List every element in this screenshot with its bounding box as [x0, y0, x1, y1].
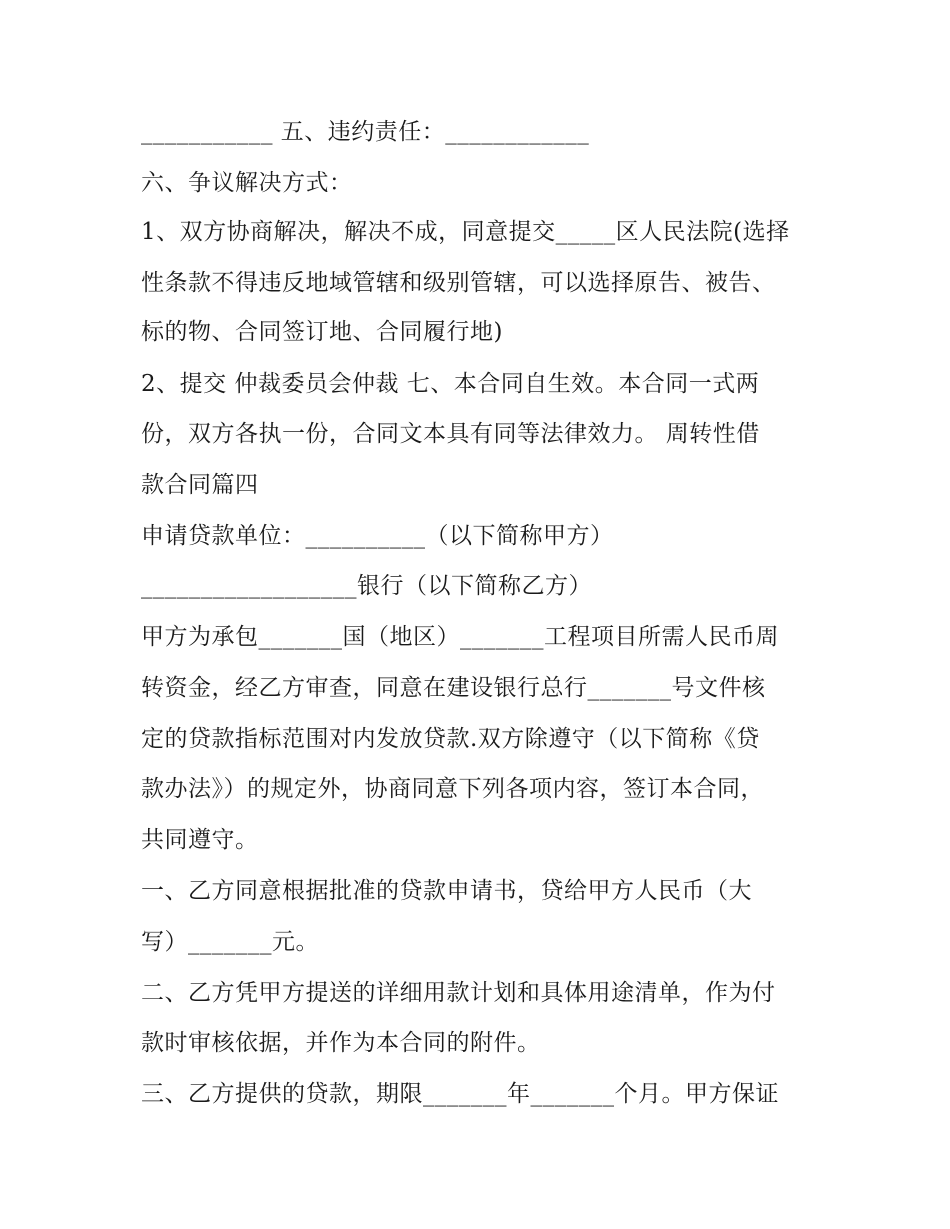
- text-line: 申请贷款单位：__________（以下简称甲方）: [141, 523, 614, 549]
- text-line: 写）_______元。: [141, 929, 319, 955]
- text-line: 款办法》）的规定外，协商同意下列各项内容，签订本合同，: [141, 776, 764, 802]
- text-line: 三、乙方提供的贷款，期限_______年_______个月。甲方保证: [141, 1081, 779, 1107]
- text-line: 六、争议解决方式：: [141, 170, 353, 196]
- text-line: 款合同篇四: [141, 472, 259, 498]
- text-line: 份，双方各执一份，合同文本具有同等法律效力。 周转性借: [141, 421, 760, 447]
- text-line: __________________银行（以下简称乙方）: [141, 573, 592, 599]
- text-line: 标的物、合同签订地、合同履行地): [141, 319, 503, 345]
- text-line: 甲方为承包_______国（地区）_______工程项目所需人民币周: [141, 624, 779, 650]
- text-line: ___________ 五、违约责任：____________: [141, 119, 590, 145]
- text-line: 款时审核依据，并作为本合同的附件。: [141, 1030, 541, 1056]
- text-line: 定的贷款指标范围对内发放贷款.双方除遵守（以下简称《贷: [141, 726, 760, 752]
- text-line: 性条款不得违反地域管辖和级别管辖，可以选择原告、被告、: [141, 270, 776, 296]
- text-line: 转资金，经乙方审查，同意在建设银行总行_______号文件核: [141, 675, 766, 701]
- text-line: 1、双方协商解决，解决不成，同意提交_____区人民法院(选择: [141, 219, 790, 245]
- text-line: 一、乙方同意根据批准的贷款申请书，贷给甲方人民币（大: [141, 878, 752, 904]
- text-line: 共同遵守。: [141, 827, 259, 853]
- text-line: 二、乙方凭甲方提送的详细用款计划和具体用途清单，作为付: [141, 980, 776, 1006]
- text-line: 2、提交 仲裁委员会仲裁 七、本合同自生效。本合同一式两: [141, 371, 760, 397]
